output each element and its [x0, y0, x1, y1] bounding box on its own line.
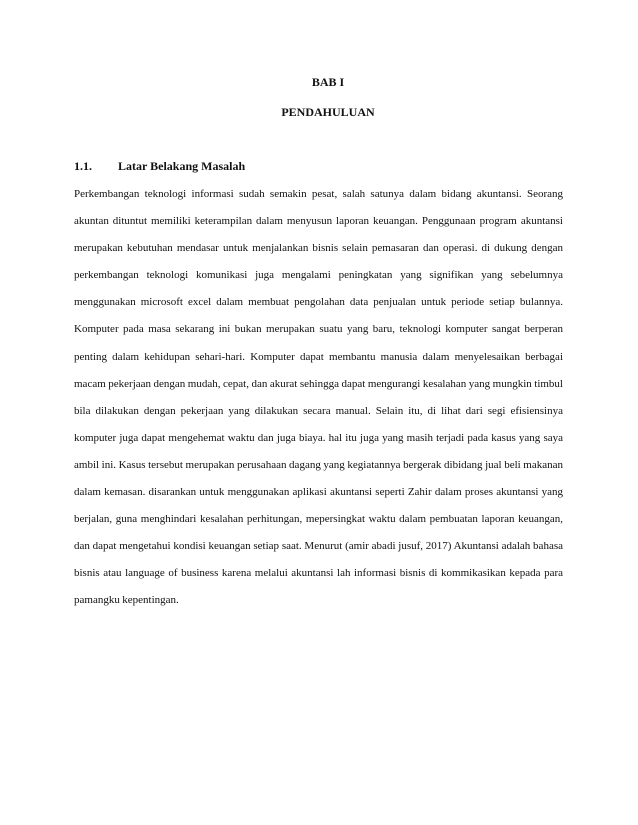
section-title: Latar Belakang Masalah	[118, 159, 246, 173]
chapter-title: PENDAHULUAN	[281, 105, 375, 119]
section-number: 1.1.	[74, 159, 92, 173]
section-heading	[74, 158, 245, 174]
chapter-number: BAB I	[311, 75, 345, 89]
body-text	[74, 181, 563, 615]
paragraph: Perkembangan teknologi informasi sudah semakin pesat, salah satunya dalam bidang akuntansi. Seorang akuntan dituntut memiliki keterampilan dalam menyusun laporan keuangan. Penggunaan program akuntansi merupakan kebutuhan mendasar untuk menjalankan bisnis selain pemasaran dan operasi. di dukung dengan perkembangan teknologi komunikasi juga mengalami peningkatan yang signifikan yang sebelumnya menggunakan microsoft excel dalam membuat pengolahan data penjualan untuk periode setiap bulannya. Komputer pada masa sekarang ini bukan merupakan suatu yang baru, teknologi komputer sangat berperan penting dalam kehidupan sehari-hari. Komputer dapat membantu manusia dalam menyelesaikan berbagai macam pekerjaan dengan mudah, cepat, dan akurat sehingga dapat mengurangi kesalahan yang mungkin timbul bila dilakukan dengan pekerjaan yang dilakukan secara manual. Selain itu, di lihat dari segi efisiensinya komputer juga dapat mengehemat waktu dan juga biaya. hal itu juga yang masih terjadi pada kasus yang saya ambil ini. Kasus tersebut merupakan perusahaan dagang yang kegiatannya bergerak dibidang jual beli makanan dalam kemasan. disarankan untuk menggunakan aplikasi akuntansi seperti Zahir dalam proses akuntansi yang berjalan, guna menghindari kesalahan perhitungan, mepersingkat waktu dalam pembuatan laporan keuangan, dan dapat mengetahui kondisi keuangan setiap saat. Menurut (amir abadi jusuf, 2017) Akuntansi adalah bahasa bisnis atau language of business karena melalui akuntansi lah informasi bisnis di kommikasikan kepada para pamangku kepentingan.	[74, 188, 563, 607]
